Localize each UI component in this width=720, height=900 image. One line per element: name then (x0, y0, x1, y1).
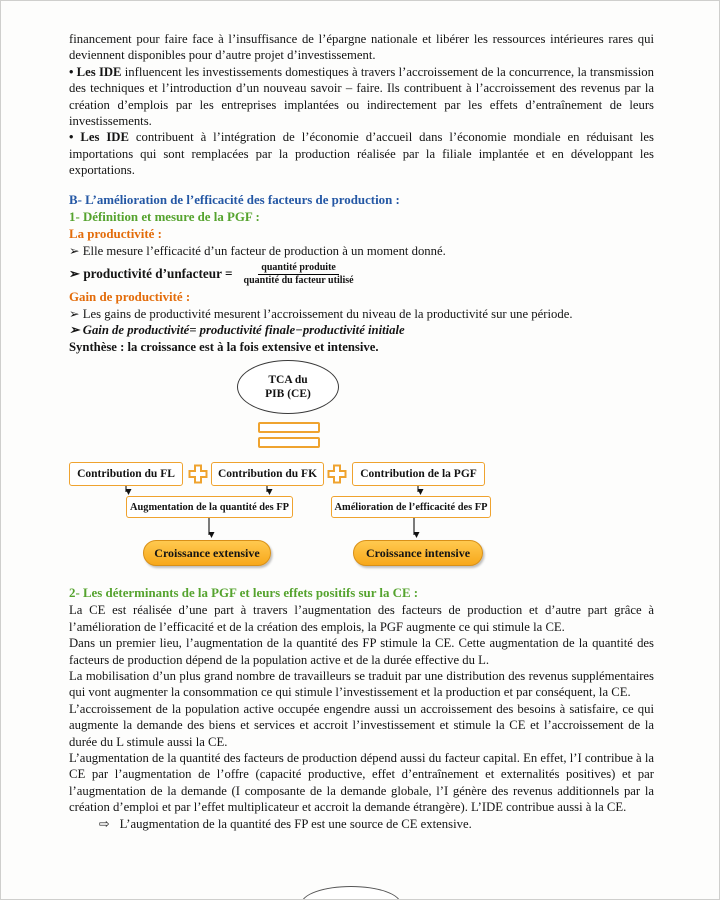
gain-formula: ➢ Gain de productivité= productivité finale−productivité initiale (69, 323, 405, 338)
bullet-ide-2-lead: • Les IDE (69, 130, 129, 145)
plus-icon (327, 464, 347, 484)
section-2-title: 2- Les déterminants de la PGF et leurs effets positifs sur la CE : (69, 586, 419, 601)
productivity-formula (69, 259, 654, 289)
synthese-line: Synthèse : la croissance est à la fois extensive et intensive. (69, 339, 379, 354)
plus-icon (188, 464, 208, 484)
formula-lead: ➢ productivité d’unfacteur = (69, 266, 233, 282)
section-2-paragraph-2: Dans un premier lieu, l’augmentation de la quantité des FP stimule la CE. Cette augmentation de la quantité des facteurs de production dépend de la population active et de la durée effective du L. (69, 636, 654, 667)
subsection-1-title: 1- Définition et mesure de la PGF : (69, 209, 260, 224)
conclusion-text: L’augmentation de la quantité des FP est une source de CE extensive. (119, 816, 472, 831)
box-contribution-fk: Contribution du FK (211, 462, 324, 486)
document-content (69, 31, 654, 832)
box-croissance-extensive: Croissance extensive (143, 540, 271, 566)
box-amelioration-efficacite-fp: Amélioration de l’efficacité des FP (331, 496, 491, 518)
top-node-line2: PIB (CE) (265, 388, 311, 401)
fraction-denominator: quantité du facteur utilisé (243, 274, 354, 286)
equals-icon (258, 422, 320, 448)
productivite-title: La productivité : (69, 226, 162, 241)
box-contribution-pgf: Contribution de la PGF (352, 462, 485, 486)
productivite-definition: ➢ Elle mesure l’efficacité d’un facteur de production à un moment donné. (69, 243, 446, 258)
section-2-paragraph-4: L’accroissement de la population active occupée engendre aussi un accroissement des besoins à satisfaire, ce qui augmente la demande des biens et services et accroit l’investissement et stimule la CE et l’accroissement de la durée du L stimule aussi la CE. (69, 701, 654, 749)
box-contribution-fl: Contribution du FL (69, 462, 183, 486)
gain-productivite-title: Gain de productivité : (69, 290, 191, 305)
fraction-numerator: quantité produite (258, 262, 339, 275)
section-2-paragraph-3: La mobilisation d’un plus grand nombre de travailleurs se traduit par une distribution des revenus supplémentaires qui vont augmenter la consommation ce qui stimule l’investissement et la production et par conséquent, la CE. (69, 668, 654, 700)
equals-bar-top (258, 422, 320, 433)
section-2-paragraph-1: La CE est réalisée d’une part à travers l’augmentation des facteurs de production et d’autre part grâce à l’amélioration de l’efficacité et de la création des emplois, la PGF augmente ce qui stimule la CE. (69, 603, 654, 634)
bullet-ide-2-text: contribuent à l’intégration de l’économie d’accueil dans l’économie mondiale en réduisant les importations qui sont remplacées par la production réalisée par la filiale implantée et en développant les exportations. (69, 130, 654, 178)
bullet-ide-1-text: influencent les investissements domestiques à travers l’accroissement de la concurrence, la transmission des techniques et l’introduction d’un nouveau savoir – faire. Ils contribuent à l’accroissement des revenus par la création d’emplois par les entreprises implantées ou indirectement par les effets d’entraînement de leurs investissements. (69, 64, 654, 129)
bullet-ide-1-lead: • Les IDE (69, 64, 122, 79)
bullet-ide-2 (69, 129, 654, 178)
section-b-title: B- L’amélioration de l’efficacité des facteurs de production : (69, 192, 400, 207)
top-node-line1: TCA du (268, 374, 308, 387)
diagram-top-node (237, 360, 339, 414)
equals-bar-bottom (258, 437, 320, 448)
growth-decomposition-diagram (69, 358, 654, 570)
box-croissance-intensive: Croissance intensive (353, 540, 483, 566)
bullet-ide-1 (69, 64, 654, 130)
conclusion-line (69, 816, 654, 832)
gain-definition: ➢ Les gains de productivité mesurent l’accroissement du niveau de la productivité sur une période. (69, 307, 573, 322)
formula-fraction (241, 262, 357, 287)
section-2-paragraph-5: L’augmentation de la quantité des facteurs de production dépend aussi du facteur capital. En effet, l’I contribue à la CE par l’augmentation de l’offre (capacité productive, effet d’entraînement et externalités positives) et par l’augmentation de la demande (I composante de la demande globale, l’I génère des revenus additionnels par la création d’emploi et par l’effet multiplicateur et accroit la demande étrangère). L’IDE contribue aussi à la CE. (69, 750, 654, 815)
box-augmentation-quantite-fp: Augmentation de la quantité des FP (126, 496, 293, 518)
page-bottom-ellipse (301, 886, 401, 900)
intro-paragraph: financement pour faire face à l’insuffisance de l’épargne nationale et libérer les ressources intérieures rares qui deviennent disponibles pour d’autre projet d’investissement. (69, 32, 654, 63)
arrow-right-icon: ⇨ (99, 815, 110, 831)
